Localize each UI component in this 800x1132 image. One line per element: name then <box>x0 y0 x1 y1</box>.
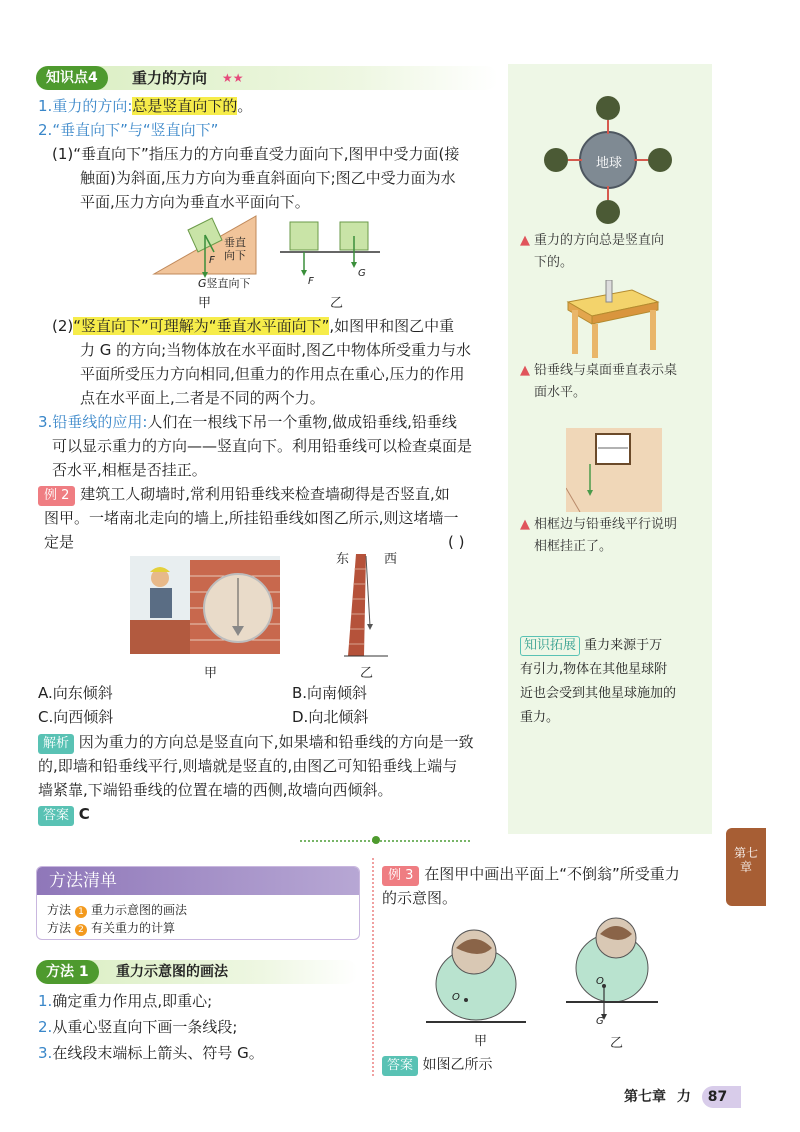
option-c[interactable]: C.向西倾斜 <box>38 708 114 726</box>
difficulty-stars: ★★ <box>222 71 244 85</box>
method1-header <box>36 960 358 984</box>
divider <box>300 840 470 842</box>
answer3-badge: 答案 <box>382 1056 418 1076</box>
page-number: 87 <box>702 1086 741 1108</box>
label-east: 东 <box>336 552 350 567</box>
method-list-title: 方法清单 <box>37 867 359 895</box>
p2-1-line3: 平面,压力方向为垂直水平面向下。 <box>80 193 310 211</box>
chapter-tab[interactable]: 第七 章 <box>726 828 766 906</box>
extension-badge: 知识拓展 <box>520 636 580 656</box>
method1-title: 重力示意图的画法 <box>116 964 228 980</box>
label-west: 西 <box>384 552 398 567</box>
method1-steps: 1.确定重力作用点,即重心; 2.从重心竖直向下画一条线段; 3.在线段末端标上箭头、符号 G。 <box>38 992 264 1062</box>
method-item-1[interactable]: 方法 1 重力示意图的画法 <box>47 903 188 917</box>
tumbler-figure-b <box>560 910 670 1034</box>
tumbler-figure-a <box>420 920 530 1030</box>
label-f-b: F <box>308 276 314 287</box>
label-g-b: G <box>358 268 366 279</box>
highlight-text: “竖直向下”可理解为“垂直水平面向下” <box>73 317 330 335</box>
label-vertical-down: 垂直 向下 <box>224 236 246 262</box>
answer-row <box>38 802 90 826</box>
option-b[interactable]: B.向南倾斜 <box>292 684 368 702</box>
option-a[interactable]: A.向东倾斜 <box>38 684 113 702</box>
picture-frame-diagram <box>566 428 662 512</box>
caption-jia-3: 甲 <box>474 1034 488 1049</box>
answer-badge: 答案 <box>38 806 74 826</box>
caption-table: ▲ 铅垂线与桌面垂直表示桌 面水平。 <box>520 363 678 400</box>
example3-divider <box>372 858 374 1076</box>
bricklayer-illustration <box>130 556 280 654</box>
example-3: 例 3 在图甲中画出平面上“不倒翁”所受重力 的示意图。 <box>382 865 680 907</box>
example-badge: 例 2 <box>38 486 75 506</box>
pressure-figure <box>148 210 388 310</box>
method1-badge: 方法 1 <box>36 960 99 984</box>
example3-answer: 答案 如图乙所示 <box>382 1054 492 1076</box>
caption-yi-2: 乙 <box>360 666 374 681</box>
block-b1 <box>290 222 318 250</box>
footer-title: 力 <box>676 1089 691 1105</box>
wall-figure <box>344 554 388 658</box>
caption-earth: ▲ 重力的方向总是竖直向 下的。 <box>520 233 665 270</box>
caption-jia-2: 甲 <box>204 666 218 681</box>
knowledge-extension: 知识拓展 重力来源于万 有引力,物体在其他星球附 近也会受到其他星球施加的 重力。 <box>520 638 677 725</box>
table-plumb-diagram <box>562 280 662 360</box>
point-2: 2.“垂直向下”与“竖直向下” <box>38 121 219 139</box>
point-1: 1.重力的方向:总是竖直向下的。 <box>38 97 253 115</box>
answer-value: C <box>78 805 90 823</box>
label-o-b: O <box>596 976 604 987</box>
footer-chapter: 第七章 <box>624 1089 666 1105</box>
caption-jia: 甲 <box>198 296 212 311</box>
analysis-badge: 解析 <box>38 734 74 754</box>
section-title: 重力的方向 <box>132 69 208 87</box>
method-item-2[interactable]: 方法 2 有关重力的计算 <box>47 921 176 935</box>
method-list <box>36 866 360 940</box>
label-g-b: G <box>596 1016 604 1027</box>
highlight-text: 总是竖直向下的 <box>132 97 238 115</box>
caption-yi: 乙 <box>330 296 344 311</box>
example3-badge: 例 3 <box>382 866 419 886</box>
earth-label: 地球 <box>596 156 623 171</box>
label-o-a: O <box>452 992 460 1003</box>
caption-frame: ▲ 相框边与铅垂线平行说明 相框挂正了。 <box>520 517 678 554</box>
section-header <box>36 66 498 90</box>
divider-dot <box>372 836 380 844</box>
caption-yi-3: 乙 <box>610 1036 624 1051</box>
label-g-a: G竖直向下 <box>198 277 251 290</box>
label-f-a: F <box>209 255 215 266</box>
footer <box>624 1086 741 1108</box>
p2-1-line2: 触面)为斜面,压力方向为垂直斜面向下;图乙中受力面为水 <box>80 169 456 187</box>
knowledge-badge: 知识点4 <box>36 66 108 90</box>
p2-1-line1: (1)“垂直向下”指压力的方向垂直受力面向下,图甲中受力面(接 <box>52 145 460 163</box>
option-d[interactable]: D.向北倾斜 <box>292 708 369 726</box>
answer-paren: ( ) <box>448 533 465 551</box>
